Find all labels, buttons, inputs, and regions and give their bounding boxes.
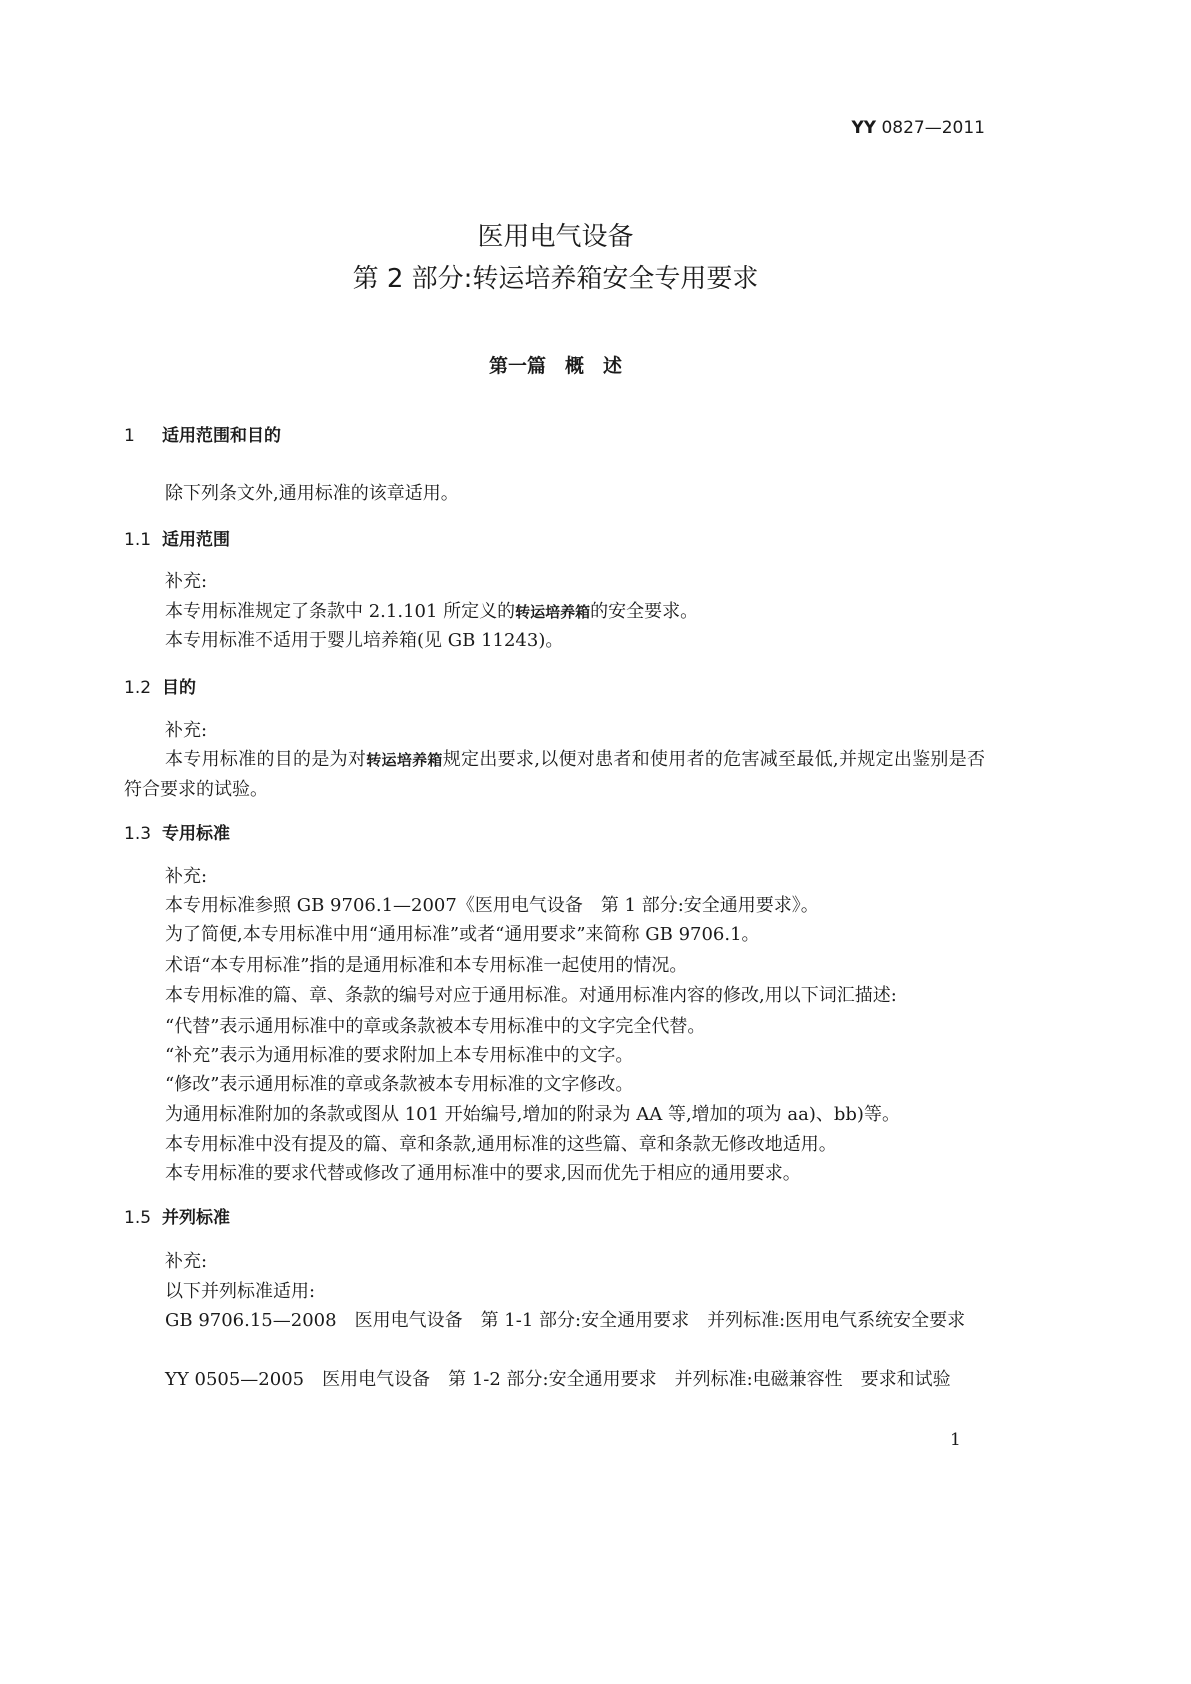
- section-number: 1: [124, 426, 135, 446]
- body-line: 补充:: [165, 1251, 208, 1272]
- body-line: 本专用标准的篇、章、条款的编号对应于通用标准。对通用标准内容的修改,用以下词汇描述:: [165, 985, 897, 1006]
- section-title: 专用标准: [162, 824, 230, 844]
- section-title: 适用范围: [162, 530, 230, 550]
- standard-reference: YY 0505—2005 医用电气设备 第 1-2 部分:安全通用要求 并列标准:电磁兼容性 要求和试验: [165, 1369, 951, 1390]
- text: 规定出要求,以便对患者和使用者的危害减至最低,并规定出鉴别是否符合要求的试验。: [124, 749, 985, 800]
- body-line: “补充”表示为通用标准的要求附加上本专用标准中的文字。: [165, 1045, 634, 1066]
- body-line: 补充:: [165, 571, 208, 592]
- section-number: 1.5: [124, 1208, 152, 1228]
- section-heading-1-1: [124, 530, 230, 550]
- body-line: 补充:: [165, 866, 208, 887]
- standard-code: 0827—2011: [881, 118, 985, 138]
- body-line: 为通用标准附加的条款或图从 101 开始编号,增加的附录为 AA 等,增加的项为 aa)、bb)等。: [165, 1104, 900, 1125]
- part-heading: 第一篇 概 述: [488, 355, 622, 377]
- standard-prefix: YY: [851, 118, 877, 138]
- section-title: 适用范围和目的: [162, 426, 281, 446]
- defined-term: 转运培养箱: [515, 603, 591, 621]
- section-heading-1-2: [124, 678, 196, 698]
- body-line: “修改”表示通用标准的章或条款被本专用标准的文字修改。: [165, 1074, 634, 1095]
- section-title: 并列标准: [162, 1208, 230, 1228]
- body-line: 本专用标准中没有提及的篇、章和条款,通用标准的这些篇、章和条款无修改地适用。: [165, 1134, 837, 1155]
- doc-title-line1: 医用电气设备: [477, 222, 634, 252]
- page-number: 1: [950, 1430, 961, 1450]
- defined-term: 转运培养箱: [366, 751, 443, 769]
- body-line: 以下并列标准适用:: [165, 1281, 316, 1302]
- body-line: 除下列条文外,通用标准的该章适用。: [165, 483, 459, 504]
- body-paragraph: [124, 745, 985, 805]
- section-heading-1-5: [124, 1208, 230, 1228]
- text: 本专用标准规定了条款中 2.1.101 所定义的: [165, 601, 516, 622]
- body-line: 为了简便,本专用标准中用“通用标准”或者“通用要求”来简称 GB 9706.1。: [165, 924, 760, 945]
- text: 本专用标准的目的是为对: [165, 749, 367, 770]
- section-number: 1.2: [124, 678, 152, 698]
- body-line: 本专用标准不适用于婴儿培养箱(见 GB 11243)。: [165, 630, 564, 651]
- body-line: [165, 602, 698, 622]
- standard-number: [851, 118, 985, 138]
- body-line: 本专用标准的要求代替或修改了通用标准中的要求,因而优先于相应的通用要求。: [165, 1163, 801, 1184]
- section-title: 目的: [162, 678, 196, 698]
- body-line: “代替”表示通用标准中的章或条款被本专用标准中的文字完全代替。: [165, 1016, 706, 1037]
- section-heading-1-3: [124, 824, 230, 844]
- text: 的安全要求。: [590, 601, 699, 622]
- section-heading-1: [124, 426, 281, 446]
- section-number: 1.1: [124, 530, 152, 550]
- body-line: 本专用标准参照 GB 9706.1—2007《医用电气设备 第 1 部分:安全通用要求》。: [165, 895, 819, 916]
- section-number: 1.3: [124, 824, 152, 844]
- doc-title-line2: 第 2 部分:转运培养箱安全专用要求: [352, 264, 759, 294]
- body-line: 术语“本专用标准”指的是通用标准和本专用标准一起使用的情况。: [165, 955, 688, 976]
- standard-reference: GB 9706.15—2008 医用电气设备 第 1-1 部分:安全通用要求 并列标准:医用电气系统安全要求: [165, 1310, 966, 1331]
- body-line: 补充:: [165, 720, 208, 741]
